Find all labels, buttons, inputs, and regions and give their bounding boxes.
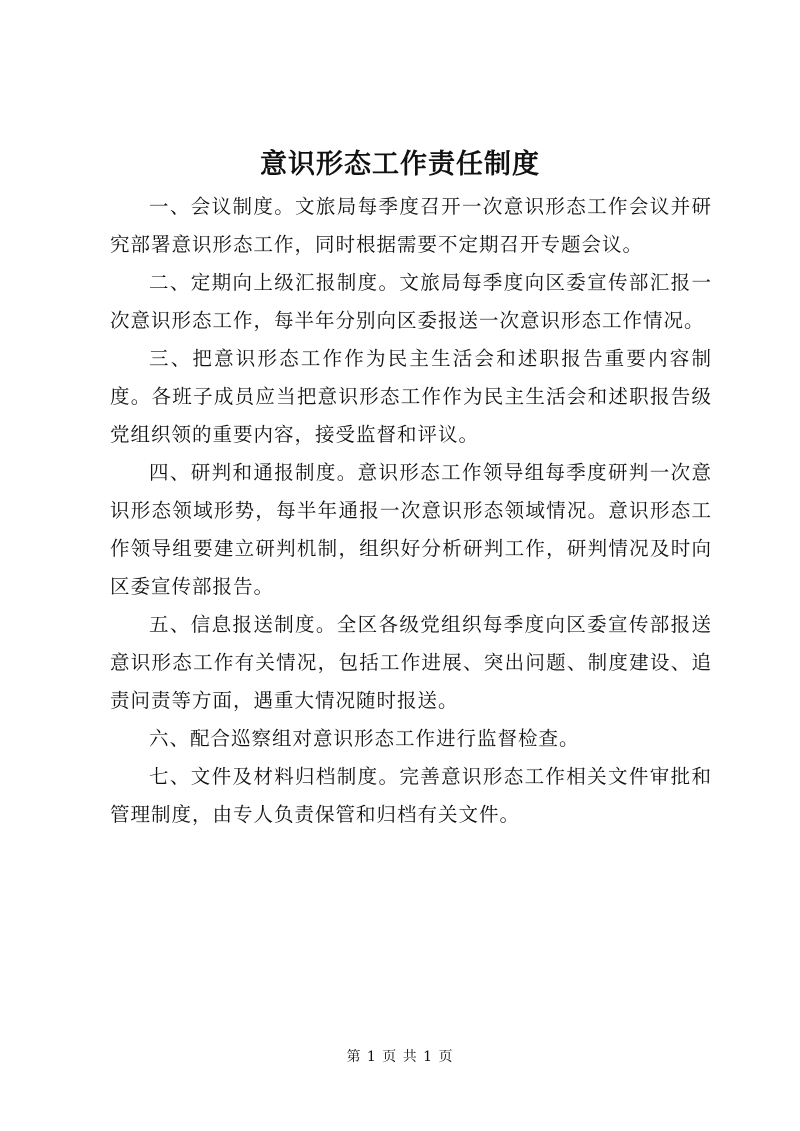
document-body	[110, 188, 712, 834]
paragraph-assessment-system: 四、研判和通报制度。意识形态工作领导组每季度研判一次意识形态领域形势，每半年通报一次意识形态领域情况。意识形态工作领导组要建立研判机制，组织好分析研判工作，研判情况及时向区委宣传部报告。	[110, 461, 712, 598]
paragraph-information-system: 五、信息报送制度。全区各级党组织每季度向区委宣传部报送意识形态工作有关情况，包括工作进展、突出问题、制度建设、追责问责等方面，遇重大情况随时报送。	[110, 613, 712, 712]
paragraph-archiving-system: 七、文件及材料归档制度。完善意识形态工作相关文件审批和管理制度，由专人负责保管和归档有关文件。	[110, 765, 712, 826]
paragraph-meeting-system: 一、会议制度。文旅局每季度召开一次意识形态工作会议并研究部署意识形态工作，同时根据需要不定期召开专题会议。	[110, 195, 712, 256]
paragraph-reporting-system: 二、定期向上级汇报制度。文旅局每季度向区委宣传部汇报一次意识形态工作，每半年分别向区委报送一次意识形态工作情况。	[110, 271, 712, 332]
document-title: 意识形态工作责任制度	[260, 149, 540, 180]
page-footer: 第 1 页 共 1 页	[346, 1049, 454, 1065]
paragraph-inspection-cooperation: 六、配合巡察组对意识形态工作进行监督检查。	[149, 727, 580, 750]
paragraph-democratic-life-system: 三、把意识形态工作作为民主生活会和述职报告重要内容制度。各班子成员应当把意识形态工作作为民主生活会和述职报告级党组织领的重要内容，接受监督和评议。	[110, 347, 712, 446]
